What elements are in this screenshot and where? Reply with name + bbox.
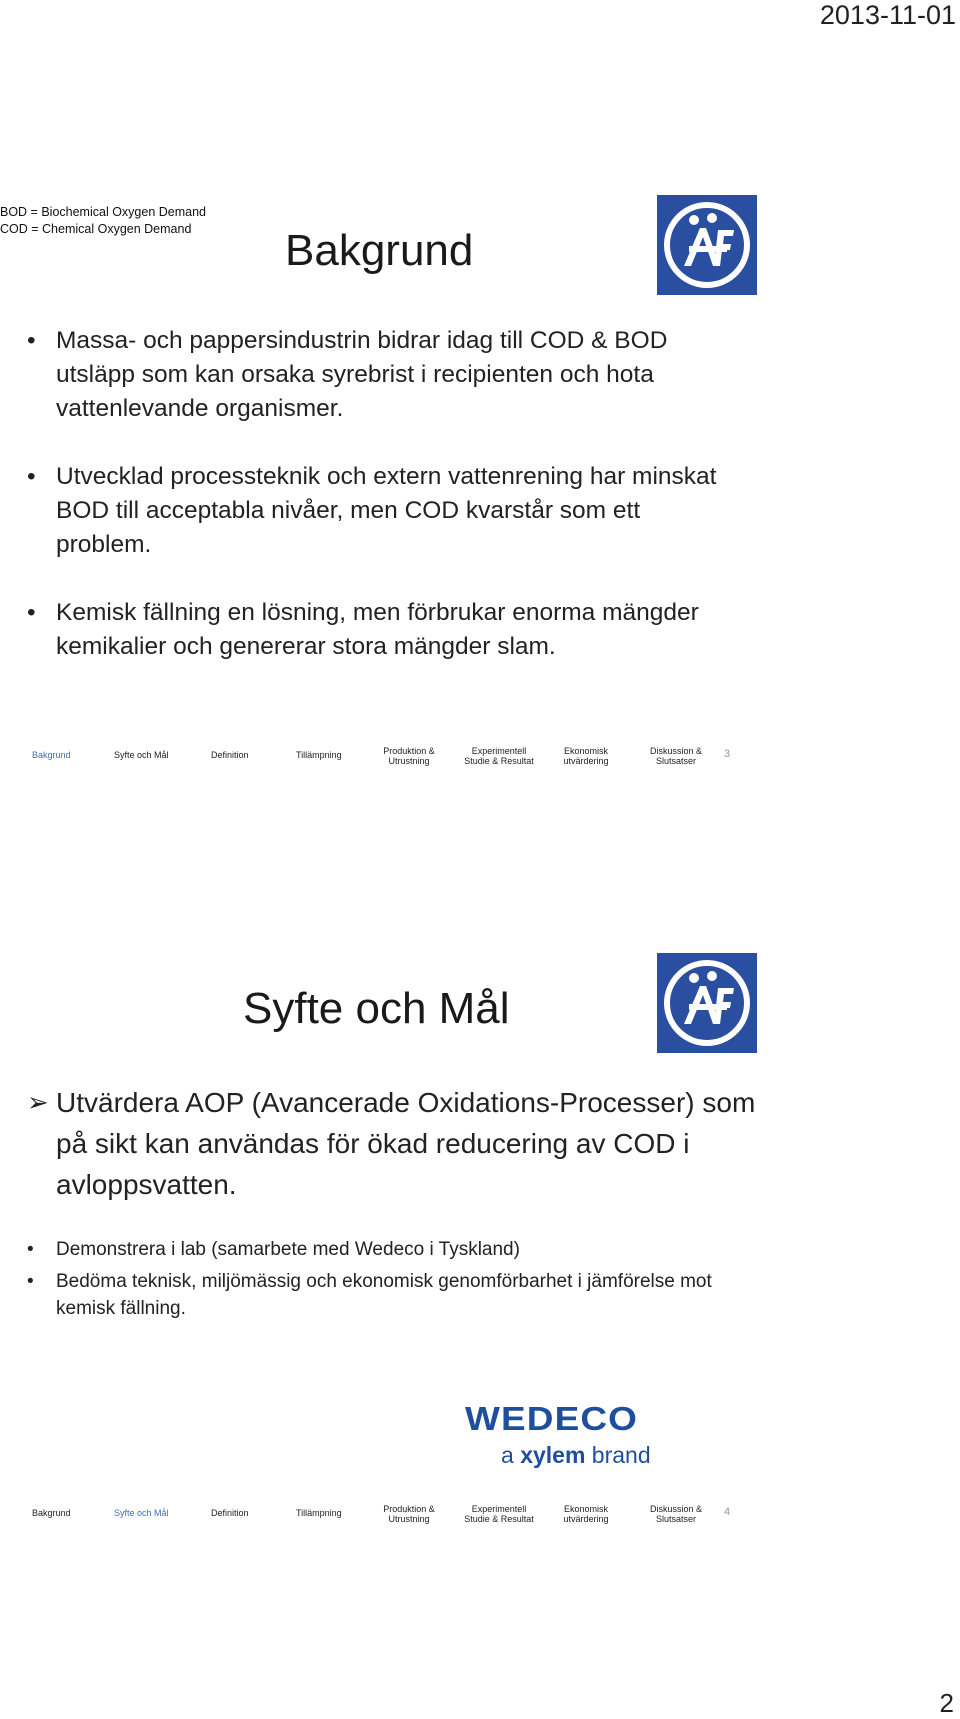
- nav-item-syfte[interactable]: Syfte och Mål: [114, 750, 169, 760]
- arrow-bullet-icon: ➢: [27, 1087, 49, 1117]
- nav-item-definition[interactable]: Definition: [211, 750, 249, 760]
- slide-title-syfte: Syfte och Mål: [243, 984, 510, 1033]
- slide-nav-bar: [0, 746, 760, 776]
- slide-page-number: 4: [724, 1506, 731, 1518]
- nav-item-bakgrund[interactable]: Bakgrund: [32, 1508, 71, 1518]
- syfte-bullet-list: [27, 1236, 756, 1327]
- nav-item-ekonomisk[interactable]: Ekonomisk utvärdering: [563, 1504, 609, 1524]
- list-item: • Utvecklad processteknik och extern vattenrening har minskat BOD till acceptabla nivåer, men COD kvarstår som ett problem.: [27, 463, 717, 558]
- bakgrund-bullet-list: [27, 324, 736, 698]
- note-bod: BOD = Biochemical Oxygen Demand: [0, 205, 206, 219]
- nav-item-diskussion[interactable]: Diskussion & Slutsatser: [649, 746, 703, 766]
- wedeco-logo: [465, 1400, 665, 1480]
- nav-item-syfte[interactable]: Syfte och Mål: [114, 1508, 169, 1518]
- nav-item-bakgrund[interactable]: Bakgrund: [32, 750, 71, 760]
- wedeco-tagline: a xylem brand: [501, 1442, 651, 1468]
- nav-item-produktion[interactable]: Produktion & Utrustning: [383, 746, 435, 766]
- nav-item-ekonomisk[interactable]: Ekonomisk utvärdering: [563, 746, 609, 766]
- main-objective-text: Utvärdera AOP (Avancerade Oxidations-Processer) som på sikt kan användas för ökad reducering av COD i avloppsvatten.: [56, 1087, 756, 1200]
- slide-page-number: 3: [724, 748, 731, 760]
- list-item: • Massa- och pappersindustrin bidrar idag till COD & BOD utsläpp som kan orsaka syrebrist i recipienten och hota vattenlevande organismer.: [27, 327, 668, 422]
- af-logo-icon: [657, 195, 757, 295]
- af-logo-graphic: [662, 958, 752, 1048]
- nav-item-definition[interactable]: Definition: [211, 1508, 249, 1518]
- main-objective: [27, 1082, 776, 1205]
- list-item: • Bedöma teknisk, miljömässig och ekonomisk genomförbarhet i jämförelse mot kemisk fällning.: [27, 1271, 712, 1319]
- slide-title-bakgrund: Bakgrund: [285, 226, 474, 275]
- nav-item-tillampning[interactable]: Tillämpning: [296, 750, 342, 760]
- list-item: • Demonstrera i lab (samarbete med Wedeco i Tyskland): [27, 1239, 520, 1260]
- list-item: • Kemisk fällning en lösning, men förbrukar enorma mängder kemikalier och genererar stora mängder slam.: [27, 599, 699, 660]
- nav-item-experimentell[interactable]: Experimentell Studie & Resultat: [464, 746, 534, 766]
- abbreviation-notes: [0, 204, 206, 238]
- af-logo-graphic: [662, 200, 752, 290]
- af-logo-icon: [657, 953, 757, 1053]
- nav-item-experimentell[interactable]: Experimentell Studie & Resultat: [464, 1504, 534, 1524]
- nav-item-diskussion[interactable]: Diskussion & Slutsatser: [649, 1504, 703, 1524]
- document-page-number: 2: [939, 1688, 954, 1718]
- document-date: 2013-11-01: [819, 0, 956, 30]
- slide-nav-bar: [0, 1504, 760, 1534]
- nav-item-tillampning[interactable]: Tillämpning: [296, 1508, 342, 1518]
- nav-item-produktion[interactable]: Produktion & Utrustning: [383, 1504, 435, 1524]
- note-cod: COD = Chemical Oxygen Demand: [0, 222, 192, 236]
- wedeco-wordmark: WEDECO: [465, 1400, 639, 1437]
